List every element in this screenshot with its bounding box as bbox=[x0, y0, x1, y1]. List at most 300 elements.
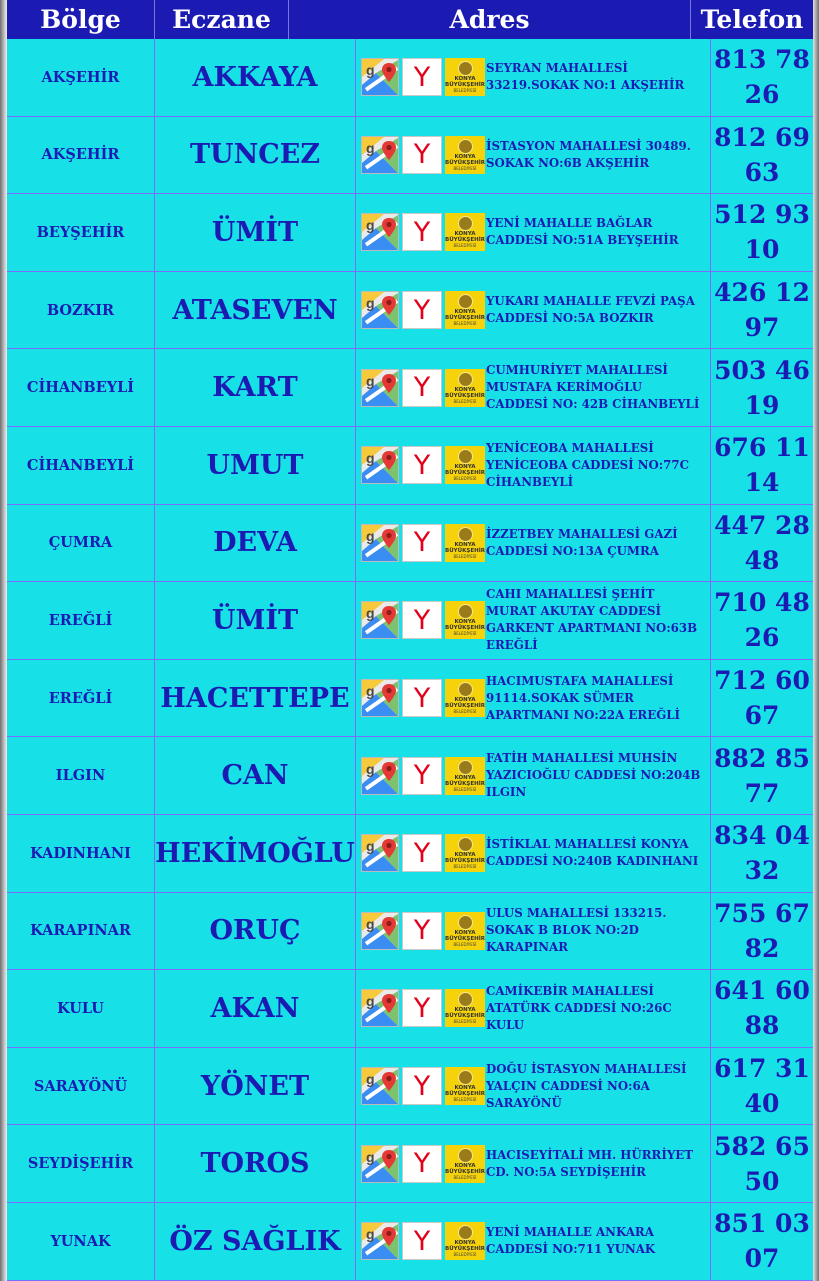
phone-cell[interactable] bbox=[711, 1048, 813, 1125]
pharmacy-name-cell bbox=[155, 970, 356, 1047]
kbb-label-2: BÜYÜKŞEHİR bbox=[445, 237, 485, 244]
google-maps-icon[interactable] bbox=[361, 757, 399, 795]
region-cell bbox=[7, 1048, 155, 1125]
kbb-label-1: KONYA bbox=[454, 852, 476, 859]
kbb-label-1: KONYA bbox=[454, 464, 476, 471]
kbb-label-1: KONYA bbox=[454, 309, 476, 316]
nav-icons bbox=[361, 1145, 486, 1183]
pharmacy-name: UMUT bbox=[206, 449, 304, 481]
region-cell bbox=[7, 1125, 155, 1202]
kbb-label-2: BÜYÜKŞEHİR bbox=[445, 470, 485, 477]
pharmacy-name-cell bbox=[155, 117, 356, 194]
table-row bbox=[7, 1203, 813, 1281]
konya-buyuksehir-icon[interactable] bbox=[445, 446, 485, 484]
pharmacy-name: AKKAYA bbox=[192, 61, 318, 93]
region-cell bbox=[7, 815, 155, 892]
kbb-label-2: BÜYÜKŞEHİR bbox=[445, 858, 485, 865]
kbb-label-3: BELEDİYESİ bbox=[453, 165, 477, 171]
phone-part-1: 617 31 bbox=[714, 1054, 810, 1084]
pharmacy-name: ÜMİT bbox=[211, 216, 299, 248]
yandex-glyph: Y bbox=[413, 527, 431, 559]
address-text: CUMHURİYET MAHALLESİ MUSTAFA KERİMOĞLU CADDESİ NO: 42B CİHANBEYLİ bbox=[486, 363, 700, 412]
region-label: BEYŞEHİR bbox=[36, 223, 125, 241]
kbb-label-2: BÜYÜKŞEHİR bbox=[445, 625, 485, 632]
region-cell bbox=[7, 39, 155, 116]
pharmacy-name-cell bbox=[155, 1125, 356, 1202]
kbb-label-2: BÜYÜKŞEHİR bbox=[445, 547, 485, 554]
yandex-glyph: Y bbox=[413, 760, 431, 792]
address-text: İSTİKLAL MAHALLESİ KONYA CADDESİ NO:240B KADINHANI bbox=[486, 837, 699, 869]
yandex-navigator-icon[interactable] bbox=[402, 213, 442, 251]
nav-icons bbox=[361, 1222, 486, 1260]
google-maps-icon[interactable] bbox=[361, 524, 399, 562]
nav-icons bbox=[361, 989, 486, 1027]
konya-buyuksehir-icon[interactable] bbox=[445, 1145, 485, 1183]
phone-cell[interactable] bbox=[711, 39, 813, 116]
address-cell bbox=[356, 893, 711, 970]
table-row bbox=[7, 1125, 813, 1203]
google-maps-icon[interactable] bbox=[361, 446, 399, 484]
kbb-label-1: KONYA bbox=[454, 1240, 476, 1247]
table-row bbox=[7, 427, 813, 505]
address-text: YENİ MAHALLE BAĞLAR CADDESİ NO:51A BEYŞEHİR bbox=[486, 216, 679, 248]
phone-cell[interactable] bbox=[711, 427, 813, 504]
yandex-navigator-icon[interactable] bbox=[402, 369, 442, 407]
table-row bbox=[7, 1048, 813, 1126]
pharmacy-name-cell bbox=[155, 582, 356, 659]
phone-part-1: 676 11 bbox=[714, 433, 810, 463]
svg-text:g: g bbox=[366, 62, 375, 79]
svg-text:g: g bbox=[366, 760, 375, 777]
svg-text:g: g bbox=[366, 838, 375, 855]
phone-cell[interactable] bbox=[711, 505, 813, 582]
yandex-navigator-icon[interactable] bbox=[402, 989, 442, 1027]
kbb-label-3: BELEDİYESİ bbox=[453, 321, 477, 327]
konya-buyuksehir-icon[interactable] bbox=[445, 679, 485, 717]
table-row bbox=[7, 582, 813, 660]
pharmacy-name-cell bbox=[155, 272, 356, 349]
nav-icons bbox=[361, 912, 486, 950]
table-row bbox=[7, 39, 813, 117]
kbb-seal-icon bbox=[458, 915, 473, 930]
yandex-navigator-icon[interactable] bbox=[402, 1145, 442, 1183]
yandex-glyph: Y bbox=[413, 139, 431, 171]
phone-part-1: 834 04 bbox=[714, 821, 810, 851]
table-row bbox=[7, 505, 813, 583]
yandex-glyph: Y bbox=[413, 682, 431, 714]
google-maps-icon[interactable] bbox=[361, 834, 399, 872]
region-label: CİHANBEYLİ bbox=[26, 379, 135, 397]
table-row bbox=[7, 194, 813, 272]
phone-part-1: 582 65 bbox=[714, 1131, 810, 1161]
kbb-seal-icon bbox=[458, 372, 473, 387]
svg-text:g: g bbox=[366, 915, 375, 932]
nav-icons bbox=[361, 369, 486, 407]
yandex-glyph: Y bbox=[413, 216, 431, 248]
region-label: KARAPINAR bbox=[30, 922, 131, 940]
kbb-seal-icon bbox=[458, 527, 473, 542]
kbb-label-2: BÜYÜKŞEHİR bbox=[445, 1091, 485, 1098]
phone-part-2: 40 bbox=[744, 1089, 780, 1119]
address-cell bbox=[356, 1203, 711, 1280]
address-text: YENİCEOBA MAHALLESİ YENİCEOBA CADDESİ NO:77C CİHANBEYLİ bbox=[486, 440, 689, 489]
konya-buyuksehir-icon[interactable] bbox=[445, 601, 485, 639]
table-row bbox=[7, 815, 813, 893]
phone-part-2: 26 bbox=[744, 80, 780, 110]
address-cell bbox=[356, 970, 711, 1047]
region-label: AKŞEHİR bbox=[41, 146, 120, 164]
table-row bbox=[7, 660, 813, 738]
phone-cell[interactable] bbox=[711, 893, 813, 970]
pharmacy-name: ÖZ SAĞLIK bbox=[169, 1225, 341, 1257]
kbb-seal-icon bbox=[458, 1225, 473, 1240]
header-phone: Telefon bbox=[700, 5, 804, 34]
nav-icons bbox=[361, 291, 486, 329]
phone-cell[interactable] bbox=[711, 1203, 813, 1280]
kbb-label-2: BÜYÜKŞEHİR bbox=[445, 935, 485, 942]
google-maps-icon[interactable] bbox=[361, 136, 399, 174]
region-label: EREĞLİ bbox=[48, 689, 113, 707]
svg-text:g: g bbox=[366, 295, 375, 312]
kbb-label-3: BELEDİYESİ bbox=[453, 1174, 477, 1180]
address-text: CAHI MAHALLESİ ŞEHİT MURAT AKUTAY CADDESİ GARKENT APARTMANI NO:63B EREĞLİ bbox=[486, 587, 698, 653]
yandex-navigator-icon[interactable] bbox=[402, 1067, 442, 1105]
konya-buyuksehir-icon[interactable] bbox=[445, 524, 485, 562]
kbb-label-3: BELEDİYESİ bbox=[453, 941, 477, 947]
kbb-label-1: KONYA bbox=[454, 541, 476, 548]
address-text: SEYRAN MAHALLESİ 33219.SOKAK NO:1 AKŞEHİR bbox=[486, 61, 685, 93]
address-cell bbox=[356, 349, 711, 426]
nav-icons bbox=[361, 757, 486, 795]
yandex-glyph: Y bbox=[413, 1070, 431, 1102]
kbb-label-2: BÜYÜKŞEHİR bbox=[445, 1168, 485, 1175]
address-cell bbox=[356, 427, 711, 504]
phone-part-2: 10 bbox=[744, 235, 780, 265]
konya-buyuksehir-icon[interactable] bbox=[445, 912, 485, 950]
region-label: CİHANBEYLİ bbox=[26, 456, 135, 474]
kbb-label-2: BÜYÜKŞEHİR bbox=[445, 315, 485, 322]
phone-part-2: 82 bbox=[744, 933, 780, 963]
pharmacy-name: YÖNET bbox=[200, 1070, 310, 1102]
region-cell bbox=[7, 660, 155, 737]
google-maps-icon[interactable] bbox=[361, 601, 399, 639]
pharmacy-name-cell bbox=[155, 815, 356, 892]
region-cell bbox=[7, 194, 155, 271]
kbb-label-2: BÜYÜKŞEHİR bbox=[445, 1246, 485, 1253]
nav-icons bbox=[361, 213, 486, 251]
yandex-navigator-icon[interactable] bbox=[402, 136, 442, 174]
pharmacy-name-cell bbox=[155, 1203, 356, 1280]
phone-cell[interactable] bbox=[711, 349, 813, 426]
address-cell bbox=[356, 194, 711, 271]
phone-cell[interactable] bbox=[711, 815, 813, 892]
kbb-label-3: BELEDİYESİ bbox=[453, 1097, 477, 1103]
pharmacy-name: DEVA bbox=[213, 527, 297, 559]
nav-icons bbox=[361, 679, 486, 717]
pharmacy-name-cell bbox=[155, 194, 356, 271]
address-text: FATİH MAHALLESİ MUHSİN YAZICIOĞLU CADDESİ NO:204B ILGIN bbox=[486, 751, 701, 800]
kbb-label-2: BÜYÜKŞEHİR bbox=[445, 159, 485, 166]
kbb-label-3: BELEDİYESİ bbox=[453, 553, 477, 559]
phone-part-2: 48 bbox=[744, 545, 780, 575]
kbb-seal-icon bbox=[458, 682, 473, 697]
kbb-label-3: BELEDİYESİ bbox=[453, 1019, 477, 1025]
region-cell bbox=[7, 427, 155, 504]
kbb-seal-icon bbox=[458, 139, 473, 154]
phone-part-1: 851 03 bbox=[714, 1209, 810, 1239]
kbb-label-2: BÜYÜKŞEHİR bbox=[445, 780, 485, 787]
nav-icons bbox=[361, 446, 486, 484]
kbb-label-1: KONYA bbox=[454, 1085, 476, 1092]
pharmacy-name: ATASEVEN bbox=[172, 294, 338, 326]
phone-part-1: 712 60 bbox=[714, 666, 810, 696]
pharmacy-name-cell bbox=[155, 505, 356, 582]
konya-buyuksehir-icon[interactable] bbox=[445, 136, 485, 174]
phone-part-2: 19 bbox=[744, 390, 780, 420]
google-maps-icon[interactable] bbox=[361, 213, 399, 251]
phone-cell[interactable] bbox=[711, 194, 813, 271]
nav-icons bbox=[361, 601, 486, 639]
phone-part-2: 14 bbox=[744, 468, 780, 498]
svg-text:g: g bbox=[366, 993, 375, 1010]
kbb-seal-icon bbox=[458, 1148, 473, 1163]
svg-text:g: g bbox=[366, 527, 375, 544]
phone-part-2: 07 bbox=[744, 1244, 780, 1274]
kbb-label-1: KONYA bbox=[454, 1007, 476, 1014]
kbb-label-1: KONYA bbox=[454, 774, 476, 781]
address-text: HACISEYİTALİ MH. HÜRRİYET CD. NO:5A SEYDİŞEHİR bbox=[486, 1147, 694, 1179]
phone-part-1: 755 67 bbox=[714, 898, 810, 928]
kbb-label-2: BÜYÜKŞEHİR bbox=[445, 703, 485, 710]
pharmacy-table bbox=[7, 0, 813, 1274]
google-maps-icon[interactable] bbox=[361, 679, 399, 717]
region-cell bbox=[7, 582, 155, 659]
kbb-label-1: KONYA bbox=[454, 697, 476, 704]
phone-cell[interactable] bbox=[711, 117, 813, 194]
region-label: KULU bbox=[57, 999, 104, 1017]
svg-text:g: g bbox=[366, 450, 375, 467]
table-header bbox=[7, 0, 813, 39]
kbb-label-2: BÜYÜKŞEHİR bbox=[445, 392, 485, 399]
region-label: YUNAK bbox=[50, 1232, 111, 1250]
phone-cell[interactable] bbox=[711, 737, 813, 814]
region-label: ÇUMRA bbox=[48, 534, 113, 552]
yandex-navigator-icon[interactable] bbox=[402, 291, 442, 329]
pharmacy-name-cell bbox=[155, 349, 356, 426]
phone-part-1: 426 12 bbox=[714, 278, 810, 308]
phone-part-2: 32 bbox=[744, 856, 780, 886]
region-cell bbox=[7, 970, 155, 1047]
phone-part-2: 50 bbox=[744, 1166, 780, 1196]
address-cell bbox=[356, 737, 711, 814]
yandex-navigator-icon[interactable] bbox=[402, 524, 442, 562]
address-text: İZZETBEY MAHALLESİ GAZİ CADDESİ NO:13A ÇUMRA bbox=[486, 526, 678, 558]
phone-part-1: 503 46 bbox=[714, 355, 810, 385]
table-row bbox=[7, 970, 813, 1048]
yandex-navigator-icon[interactable] bbox=[402, 601, 442, 639]
address-text: CAMİKEBİR MAHALLESİ ATATÜRK CADDESİ NO:26C KULU bbox=[486, 983, 672, 1032]
kbb-label-3: BELEDİYESİ bbox=[453, 1252, 477, 1258]
address-cell bbox=[356, 815, 711, 892]
address-cell bbox=[356, 117, 711, 194]
konya-buyuksehir-icon[interactable] bbox=[445, 369, 485, 407]
yandex-navigator-icon[interactable] bbox=[402, 679, 442, 717]
kbb-seal-icon bbox=[458, 837, 473, 852]
pharmacy-name: ORUÇ bbox=[209, 915, 301, 947]
phone-part-2: 77 bbox=[744, 778, 780, 808]
kbb-label-3: BELEDİYESİ bbox=[453, 476, 477, 482]
header-address: Adres bbox=[289, 0, 691, 39]
address-text: İSTASYON MAHALLESİ 30489. SOKAK NO:6B AKŞEHİR bbox=[486, 138, 691, 170]
nav-icons bbox=[361, 524, 486, 562]
nav-icons bbox=[361, 834, 486, 872]
phone-part-2: 63 bbox=[744, 157, 780, 187]
pharmacy-name: AKAN bbox=[210, 992, 300, 1024]
kbb-label-3: BELEDİYESİ bbox=[453, 631, 477, 637]
kbb-seal-icon bbox=[458, 449, 473, 464]
pharmacy-name: ÜMİT bbox=[211, 604, 299, 636]
phone-part-1: 812 69 bbox=[714, 122, 810, 152]
kbb-label-1: KONYA bbox=[454, 153, 476, 160]
yandex-glyph: Y bbox=[413, 294, 431, 326]
region-label: SARAYÖNÜ bbox=[33, 1077, 128, 1095]
phone-part-2: 97 bbox=[744, 313, 780, 343]
nav-icons bbox=[361, 136, 486, 174]
table-body bbox=[7, 39, 813, 1281]
svg-text:g: g bbox=[366, 1226, 375, 1243]
svg-text:g: g bbox=[366, 683, 375, 700]
pharmacy-name: CAN bbox=[221, 760, 289, 792]
svg-text:g: g bbox=[366, 1148, 375, 1165]
yandex-glyph: Y bbox=[413, 1225, 431, 1257]
address-cell bbox=[356, 1048, 711, 1125]
table-row bbox=[7, 117, 813, 195]
yandex-glyph: Y bbox=[413, 449, 431, 481]
konya-buyuksehir-icon[interactable] bbox=[445, 1222, 485, 1260]
kbb-seal-icon bbox=[458, 61, 473, 76]
svg-text:g: g bbox=[366, 1071, 375, 1088]
yandex-glyph: Y bbox=[413, 992, 431, 1024]
svg-text:g: g bbox=[366, 605, 375, 622]
kbb-label-3: BELEDİYESİ bbox=[453, 786, 477, 792]
pharmacy-name: KART bbox=[212, 372, 298, 404]
phone-part-1: 447 28 bbox=[714, 510, 810, 540]
region-label: SEYDİŞEHİR bbox=[27, 1155, 134, 1173]
address-cell bbox=[356, 505, 711, 582]
address-cell bbox=[356, 272, 711, 349]
kbb-seal-icon bbox=[458, 1070, 473, 1085]
konya-buyuksehir-icon[interactable] bbox=[445, 1067, 485, 1105]
address-cell bbox=[356, 582, 711, 659]
kbb-label-3: BELEDİYESİ bbox=[453, 243, 477, 249]
pharmacy-name-cell bbox=[155, 39, 356, 116]
yandex-navigator-icon[interactable] bbox=[402, 446, 442, 484]
nav-icons bbox=[361, 58, 486, 96]
yandex-navigator-icon[interactable] bbox=[402, 58, 442, 96]
region-cell bbox=[7, 893, 155, 970]
phone-cell[interactable] bbox=[711, 582, 813, 659]
kbb-label-1: KONYA bbox=[454, 76, 476, 83]
region-label: EREĞLİ bbox=[48, 611, 113, 629]
google-maps-icon[interactable] bbox=[361, 58, 399, 96]
kbb-label-3: BELEDİYESİ bbox=[453, 88, 477, 94]
table-row bbox=[7, 737, 813, 815]
kbb-seal-icon bbox=[458, 294, 473, 309]
google-maps-icon[interactable] bbox=[361, 1067, 399, 1105]
kbb-label-3: BELEDİYESİ bbox=[453, 709, 477, 715]
region-cell bbox=[7, 1203, 155, 1280]
yandex-navigator-icon[interactable] bbox=[402, 1222, 442, 1260]
konya-buyuksehir-icon[interactable] bbox=[445, 757, 485, 795]
yandex-navigator-icon[interactable] bbox=[402, 912, 442, 950]
header-pharmacy: Eczane bbox=[155, 0, 289, 39]
address-text: YENİ MAHALLE ANKARA CADDESİ NO:711 YUNAK bbox=[486, 1225, 656, 1257]
svg-text:g: g bbox=[366, 372, 375, 389]
phone-part-1: 641 60 bbox=[714, 976, 810, 1006]
konya-buyuksehir-icon[interactable] bbox=[445, 291, 485, 329]
yandex-glyph: Y bbox=[413, 61, 431, 93]
google-maps-icon[interactable] bbox=[361, 989, 399, 1027]
address-text: DOĞU İSTASYON MAHALLESİ YALÇIN CADDESİ NO:6A SARAYÖNÜ bbox=[486, 1061, 687, 1110]
phone-cell[interactable] bbox=[711, 660, 813, 737]
kbb-seal-icon bbox=[458, 604, 473, 619]
region-cell bbox=[7, 272, 155, 349]
region-cell bbox=[7, 117, 155, 194]
yandex-glyph: Y bbox=[413, 604, 431, 636]
konya-buyuksehir-icon[interactable] bbox=[445, 213, 485, 251]
pharmacy-name-cell bbox=[155, 660, 356, 737]
phone-part-1: 512 93 bbox=[714, 200, 810, 230]
region-label: KADINHANI bbox=[30, 844, 131, 862]
nav-icons bbox=[361, 1067, 486, 1105]
address-cell bbox=[356, 660, 711, 737]
address-text: HACIMUSTAFA MAHALLESİ 91114.SOKAK SÜMER APARTMANI NO:22A EREĞLİ bbox=[486, 673, 681, 722]
google-maps-icon[interactable] bbox=[361, 1145, 399, 1183]
yandex-glyph: Y bbox=[413, 837, 431, 869]
address-text: YUKARI MAHALLE FEVZİ PAŞA CADDESİ NO:5A BOZKIR bbox=[486, 294, 695, 326]
konya-buyuksehir-icon[interactable] bbox=[445, 58, 485, 96]
google-maps-icon[interactable] bbox=[361, 1222, 399, 1260]
pharmacy-name-cell bbox=[155, 737, 356, 814]
phone-part-2: 67 bbox=[744, 701, 780, 731]
google-maps-icon[interactable] bbox=[361, 369, 399, 407]
kbb-label-2: BÜYÜKŞEHİR bbox=[445, 82, 485, 89]
pharmacy-name-cell bbox=[155, 1048, 356, 1125]
kbb-label-1: KONYA bbox=[454, 619, 476, 626]
phone-cell[interactable] bbox=[711, 272, 813, 349]
google-maps-icon[interactable] bbox=[361, 912, 399, 950]
phone-part-1: 710 48 bbox=[714, 588, 810, 618]
yandex-glyph: Y bbox=[413, 1148, 431, 1180]
header-region: Bölge bbox=[7, 0, 155, 39]
phone-cell[interactable] bbox=[711, 1125, 813, 1202]
table-row bbox=[7, 272, 813, 350]
kbb-label-2: BÜYÜKŞEHİR bbox=[445, 1013, 485, 1020]
phone-cell[interactable] bbox=[711, 970, 813, 1047]
region-label: ILGIN bbox=[55, 767, 106, 785]
yandex-glyph: Y bbox=[413, 372, 431, 404]
yandex-navigator-icon[interactable] bbox=[402, 834, 442, 872]
yandex-glyph: Y bbox=[413, 915, 431, 947]
kbb-label-1: KONYA bbox=[454, 231, 476, 238]
google-maps-icon[interactable] bbox=[361, 291, 399, 329]
konya-buyuksehir-icon[interactable] bbox=[445, 834, 485, 872]
konya-buyuksehir-icon[interactable] bbox=[445, 989, 485, 1027]
kbb-seal-icon bbox=[458, 760, 473, 775]
yandex-navigator-icon[interactable] bbox=[402, 757, 442, 795]
pharmacy-name-cell bbox=[155, 893, 356, 970]
phone-part-1: 813 78 bbox=[714, 45, 810, 75]
